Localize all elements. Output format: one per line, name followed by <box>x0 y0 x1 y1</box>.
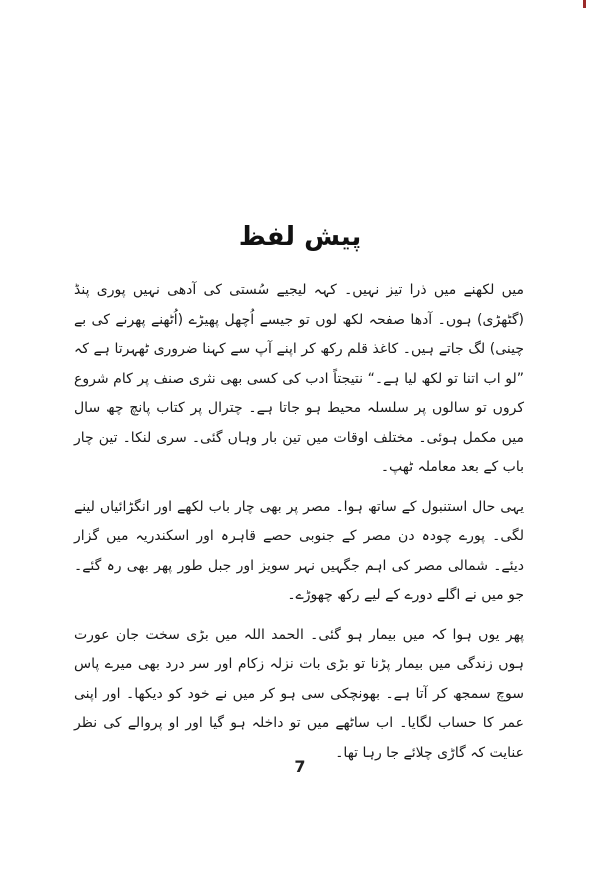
paragraph-1: میں لکھنے میں ذرا تیز نہیں۔ کہہ لیجیے سُستی کی آدھی نہیں پوری پنڈ (گٹھڑی) ہوں۔ آدھا صفحہ لکھ لوں تو جیسے اُچھل پھیڑے (اُٹھنے پھرنے کی بے چینی) لگ جاتے ہیں۔ کاغذ قلم رکھ کر اپنے آپ سے کہنا ضروری ٹھہرتا ہے کہ ”لو اب اتنا تو لکھ لیا ہے۔“ نتیجتاً ادب کی کسی بھی نثری صنف پر کام شروع کروں تو سالوں پر سلسلہ محیط ہو جاتا ہے۔ چترال پر کتاب پانچ چھ سال میں مکمل ہوئی۔ مختلف اوقات میں تین بار وہاں گئی۔ سری لنکا۔ تین چار باب کے بعد معاملہ ٹھپ۔ <box>74 282 524 475</box>
paragraph-2: یہی حال استنبول کے ساتھ ہوا۔ مصر پر بھی چار باب لکھے اور انگڑائیاں لینے لگی۔ پورے چودہ دن مصر کے جنوبی حصے قاہرہ اور اسکندریہ میں گزار دیئے۔ شمالی مصر کی اہم جگہیں نہر سویز اور جبل طور پھر بھی رہ گئے۔ جو میں نے اگلے دورے کے لیے رکھ چھوڑے۔ <box>74 498 524 603</box>
page-number: 7 <box>294 757 306 776</box>
page-title: پیش لفظ <box>238 222 362 252</box>
body-text <box>74 276 524 768</box>
paragraph-3: پھر یوں ہوا کہ میں بیمار ہو گئی۔ الحمد اللہ میں بڑی سخت جان عورت ہوں زندگی میں بیمار پڑنا تو بڑی بات نزلہ زکام اور سر درد بھی میرے پاس سوچ سمجھ کر آتا ہے۔ بھونچکی سی ہو کر میں نے خود کو دیکھا۔ اور اپنی عمر کا حساب لگایا۔ اب ساٹھے میں تو داخلہ ہو گیا اور او پروالے کی نظر عنایت کہ گاڑی چلائے جا رہا تھا۔ <box>74 626 524 761</box>
edge-mark <box>583 0 586 8</box>
